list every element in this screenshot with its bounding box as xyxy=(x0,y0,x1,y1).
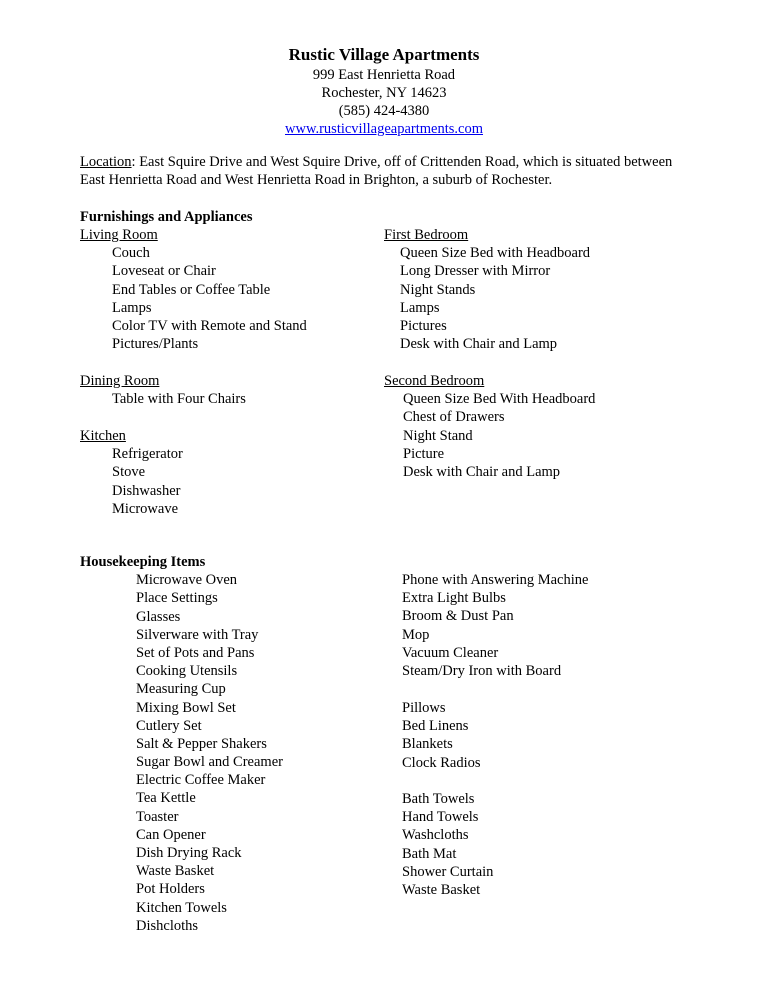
housekeeping-utility-item: Extra Light Bulbs xyxy=(402,590,506,607)
housekeeping-section xyxy=(80,553,283,935)
housekeeping-kitchen-item: Glasses xyxy=(136,608,181,625)
living-room-item: Loveseat or Chair xyxy=(112,263,216,280)
page-title: Rustic Village Apartments xyxy=(288,45,480,64)
first-bedroom-item: Night Stands xyxy=(400,281,476,298)
first-bedroom-item: Lamps xyxy=(400,299,440,316)
housekeeping-kitchen-item: Set of Pots and Pans xyxy=(136,644,255,661)
housekeeping-bedding-group xyxy=(402,699,481,772)
first-bedroom-item: Queen Size Bed with Headboard xyxy=(400,245,591,262)
address-line-1: 999 East Henrietta Road xyxy=(312,67,456,83)
dining-room-section xyxy=(80,372,246,408)
kitchen-item: Microwave xyxy=(112,500,179,517)
kitchen-title: Kitchen xyxy=(80,428,126,444)
housekeeping-kitchen-item: Tea Kettle xyxy=(136,790,196,807)
housekeeping-kitchen-list xyxy=(80,571,283,935)
housekeeping-kitchen-item: Pot Holders xyxy=(136,881,205,898)
location-text: : East Squire Drive and West Squire Drive, off of Crittenden Road, which is situated between East Henrietta Road and West Henrietta Road in Brighton, a suburb of Rochester. xyxy=(80,154,673,189)
housekeeping-kitchen-item: Cutlery Set xyxy=(136,717,202,734)
housekeeping-bath-item: Bath Towels xyxy=(402,791,475,807)
housekeeping-bath-list xyxy=(402,790,493,899)
housekeeping-kitchen-item: Measuring Cup xyxy=(136,681,226,698)
housekeeping-kitchen-item: Cooking Utensils xyxy=(136,663,238,680)
housekeeping-kitchen-item: Dishcloths xyxy=(136,917,199,934)
kitchen-list xyxy=(80,445,183,518)
dining-room-list xyxy=(80,390,246,408)
kitchen-item: Stove xyxy=(112,464,146,481)
first-bedroom-title: First Bedroom xyxy=(384,227,469,243)
phone-number: (585) 424-4380 xyxy=(338,103,430,119)
housekeeping-bath-item: Hand Towels xyxy=(402,809,479,826)
second-bedroom-item: Chest of Drawers xyxy=(403,409,505,426)
living-room-title: Living Room xyxy=(80,227,158,243)
second-bedroom-item: Desk with Chair and Lamp xyxy=(403,463,561,480)
living-room-item: Couch xyxy=(112,245,150,262)
location-paragraph xyxy=(80,153,700,189)
address-line-2: Rochester, NY 14623 xyxy=(321,85,447,101)
housekeeping-kitchen-item: Electric Coffee Maker xyxy=(136,772,266,789)
dining-room-title: Dining Room xyxy=(80,373,160,389)
second-bedroom-item: Queen Size Bed With Headboard xyxy=(403,391,596,408)
housekeeping-utility-item: Mop xyxy=(402,626,430,643)
housekeeping-bedding-list xyxy=(402,699,481,772)
housekeeping-bath-item: Waste Basket xyxy=(402,881,481,898)
housekeeping-bath-group xyxy=(402,790,493,899)
housekeeping-bath-item: Washcloths xyxy=(402,827,469,844)
location-label: Location xyxy=(80,154,132,170)
housekeeping-kitchen-item: Waste Basket xyxy=(136,863,215,880)
living-room-item: End Tables or Coffee Table xyxy=(112,281,271,298)
dining-room-item: Table with Four Chairs xyxy=(112,391,246,408)
housekeeping-kitchen-item: Toaster xyxy=(136,808,179,825)
living-room-list xyxy=(80,244,307,353)
housekeeping-bedding-item: Blankets xyxy=(402,736,453,753)
housekeeping-kitchen-item: Salt & Pepper Shakers xyxy=(136,735,267,752)
housekeeping-kitchen-item: Kitchen Towels xyxy=(136,899,227,916)
housekeeping-kitchen-item: Mixing Bowl Set xyxy=(136,699,236,716)
housekeeping-heading: Housekeeping Items xyxy=(80,554,206,570)
housekeeping-bedding-item: Clock Radios xyxy=(402,754,481,771)
housekeeping-utility-list xyxy=(402,571,588,680)
housekeeping-bath-item: Shower Curtain xyxy=(402,863,494,880)
living-room-section xyxy=(80,226,307,353)
housekeeping-kitchen-item: Place Settings xyxy=(136,590,218,607)
second-bedroom-list xyxy=(384,390,595,481)
housekeeping-kitchen-item: Silverware with Tray xyxy=(136,626,259,643)
housekeeping-utility-group xyxy=(402,571,588,680)
housekeeping-kitchen-item: Dish Drying Rack xyxy=(136,845,242,862)
housekeeping-utility-item: Vacuum Cleaner xyxy=(402,644,499,661)
housekeeping-kitchen-item: Can Opener xyxy=(136,826,206,843)
second-bedroom-item: Picture xyxy=(403,445,445,462)
living-room-item: Lamps xyxy=(112,299,152,316)
second-bedroom-item: Night Stand xyxy=(403,427,473,444)
living-room-item: Pictures/Plants xyxy=(112,336,199,353)
letterhead xyxy=(0,44,768,138)
website-link[interactable]: www.rusticvillageapartments.com xyxy=(285,121,483,137)
housekeeping-bath-item: Bath Mat xyxy=(402,845,457,862)
kitchen-section xyxy=(80,427,183,518)
first-bedroom-item: Pictures xyxy=(400,317,447,334)
housekeeping-bedding-item: Pillows xyxy=(402,700,446,716)
housekeeping-utility-item: Steam/Dry Iron with Board xyxy=(402,662,562,679)
housekeeping-utility-item: Broom & Dust Pan xyxy=(402,608,514,625)
second-bedroom-section xyxy=(384,372,595,481)
housekeeping-utility-item: Phone with Answering Machine xyxy=(402,572,589,588)
housekeeping-bedding-item: Bed Linens xyxy=(402,718,469,735)
first-bedroom-item: Long Dresser with Mirror xyxy=(400,263,551,280)
kitchen-item: Refrigerator xyxy=(112,446,183,463)
housekeeping-kitchen-item: Microwave Oven xyxy=(136,572,238,589)
furnishings-heading: Furnishings and Appliances xyxy=(80,209,253,225)
housekeeping-kitchen-item: Sugar Bowl and Creamer xyxy=(136,754,283,771)
kitchen-item: Dishwasher xyxy=(112,482,181,499)
first-bedroom-list xyxy=(384,244,590,353)
living-room-item: Color TV with Remote and Stand xyxy=(112,317,307,334)
second-bedroom-title: Second Bedroom xyxy=(384,373,485,389)
first-bedroom-item: Desk with Chair and Lamp xyxy=(400,336,558,353)
first-bedroom-section xyxy=(384,226,590,353)
